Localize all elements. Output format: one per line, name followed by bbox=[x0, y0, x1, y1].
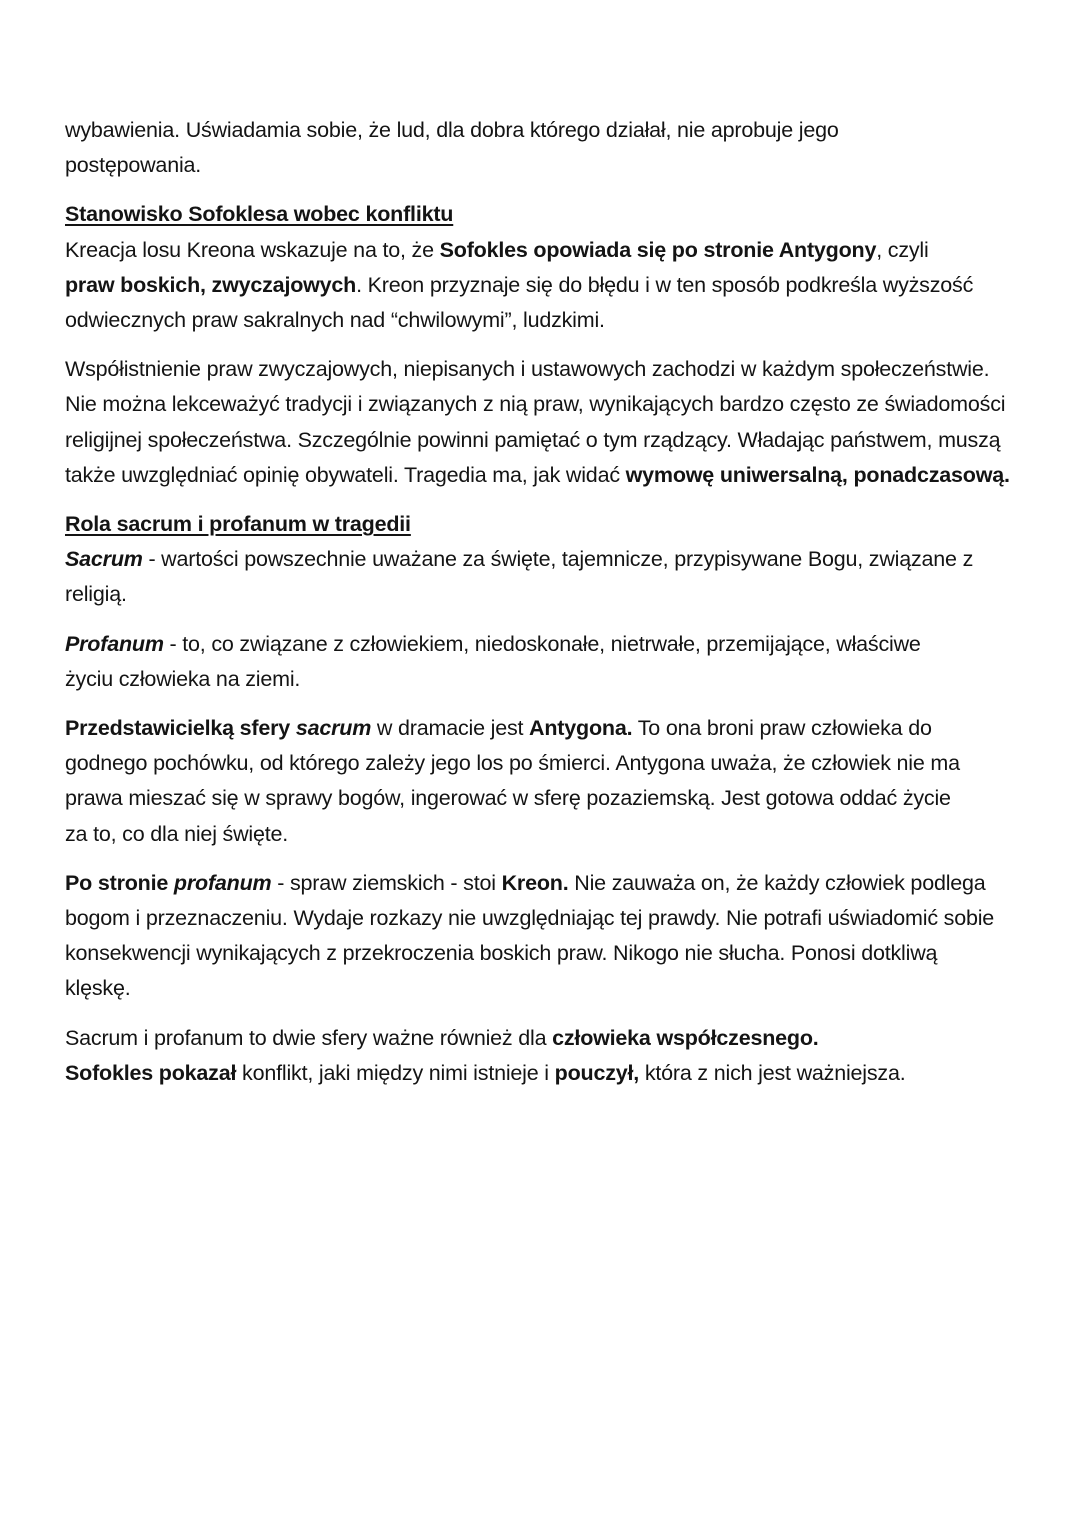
bold-text: wymowę uniwersalną, ponadczasową. bbox=[625, 462, 1010, 487]
term-sacrum: Sacrum bbox=[65, 547, 143, 572]
paragraph-kreon-profanum bbox=[65, 866, 1005, 1007]
text: która z nich jest ważniejsza. bbox=[639, 1060, 906, 1085]
bold-text: Kreon. bbox=[501, 870, 569, 895]
text: w dramacie jest bbox=[371, 716, 530, 741]
document-page bbox=[65, 113, 1025, 1091]
bold-text: Antygona. bbox=[529, 716, 633, 741]
paragraph-coexistence-of-laws bbox=[65, 352, 1010, 493]
definition-profanum bbox=[65, 627, 955, 697]
definition-text: - wartości powszechnie uważane za święte, tajemnicze, przypisywane Bogu, związane z religią. bbox=[65, 547, 974, 607]
bold-italic-text: profanum bbox=[173, 870, 272, 895]
text: To ona broni praw człowieka do godnego pochówku, od którego zależy jego los po śmierci. Antygona uważa, że człowiek nie ma prawa mieszać się w sprawy bogów, ingerować w sferę pozaziemską. Jest gotowa oddać życie za to, co dla niej święte. bbox=[65, 716, 960, 846]
paragraph-continuation: wybawienia. Uświadamia sobie, że lud, dla dobra którego działał, nie aprobuje jego postępowania. bbox=[65, 118, 839, 178]
section-heading-stanowisko: Stanowisko Sofoklesa wobec konfliktu bbox=[65, 202, 454, 227]
text: konflikt, jaki między nimi istnieje i bbox=[236, 1060, 555, 1085]
definition-text: - to, co związane z człowiekiem, niedoskonałe, nietrwałe, przemijające, właściwe życiu człowieka na ziemi. bbox=[65, 631, 921, 691]
definition-sacrum bbox=[65, 542, 995, 612]
bold-italic-text: sacrum bbox=[295, 716, 372, 741]
text: Nie zauważa on, że każdy człowiek podlega bogom i przeznaczeniu. Wydaje rozkazy nie uwzględniając tej prawdy. Nie potrafi uświadomić sobie konsekwencji wynikających z przekroczenia boskich praw. Nikogo nie słucha. Ponosi dotkliwą klęskę. bbox=[65, 870, 995, 1001]
text: Sacrum i profanum to dwie sfery ważne również dla bbox=[65, 1025, 553, 1050]
bold-text: Sofokles pokazał bbox=[65, 1060, 237, 1085]
bold-text: praw boskich, zwyczajowych bbox=[65, 272, 357, 297]
text: Kreacja losu Kreona wskazuje na to, że bbox=[65, 237, 440, 262]
text: Współistnienie praw zwyczajowych, niepisanych i ustawowych zachodzi w każdym społeczeństwie. Nie można lekceważyć tradycji i związanych z nią praw, wynikających bardzo często ze świadomości religijnej społeczeństwa. Szczególnie powinni pamiętać o tym rządzący. Władając państwem, muszą także uwzględniać opinię obywateli. Tragedia ma, jak widać bbox=[65, 357, 1006, 487]
section-heading-sacrum-profanum: Rola sacrum i profanum w tragedii bbox=[65, 512, 411, 537]
term-profanum: Profanum bbox=[65, 631, 164, 656]
text: - spraw ziemskich - stoi bbox=[271, 870, 502, 895]
bold-text: Sofokles opowiada się po stronie Antygony bbox=[439, 237, 877, 262]
bold-text: Przedstawicielką sfery bbox=[65, 716, 296, 741]
bold-text: człowieka współczesnego. bbox=[552, 1025, 819, 1050]
text: . Kreon przyznaje się do błędu i w ten sposób podkreśla wyższość odwiecznych praw sakralnych nad “chwilowymi”, ludzkimi. bbox=[65, 272, 974, 333]
paragraph-sofokles-position bbox=[65, 233, 980, 339]
paragraph-antygona-sacrum bbox=[65, 711, 970, 852]
text: , czyli bbox=[876, 237, 929, 262]
bold-text: Po stronie bbox=[65, 870, 174, 895]
paragraph-conclusion bbox=[65, 1021, 1025, 1091]
bold-text: pouczył, bbox=[554, 1060, 640, 1085]
